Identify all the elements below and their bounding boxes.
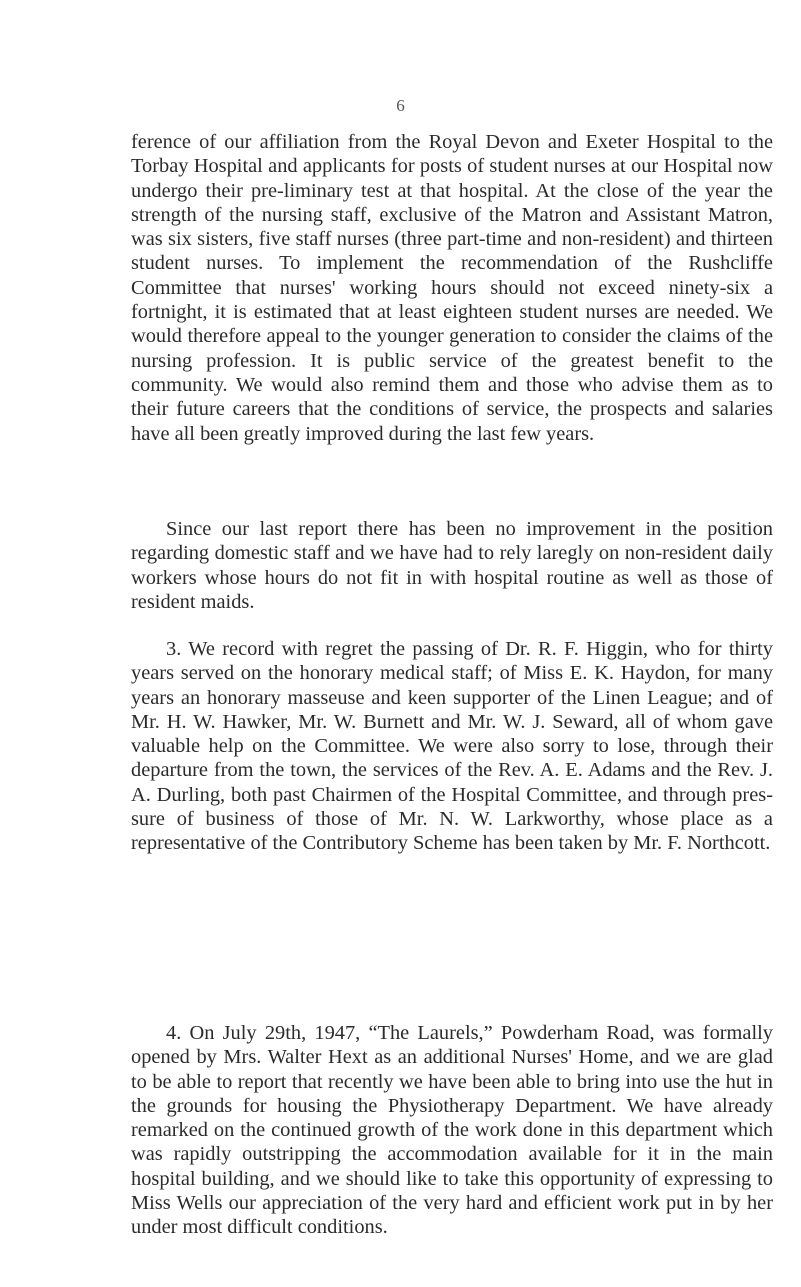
paragraph-domestic-staff — [131, 517, 773, 614]
paragraph-text: 4. On July 29th, 1947, “The Laurels,” Powderham Road, was formally opened by Mrs. Walter Hext as an additional Nurses' Home, and we are glad to be able to report that recently we have been able to bring into use the hut in the grounds for housing the Physiotherapy Department. We have already remarked on the continued growth of the work done in this department which was rapidly outstripping the accommodation available for it in the main hospital building, and we should like to take this opportunity of expressing to Miss Wells our appreciation of the very hard and efficient work put in by her under most difficult conditions. — [131, 1022, 773, 1239]
paragraph-section-4 — [131, 1021, 773, 1240]
page-number: 6 — [396, 96, 405, 115]
paragraph-section-3 — [131, 637, 773, 856]
paragraph-continuation — [131, 130, 773, 446]
paragraph-text: Since our last report there has been no improvement in the position regarding domestic staff and we have had to rely laregly on non-resident daily workers whose hours do not fit in with hospital routine as well as those of resident maids. — [131, 518, 773, 613]
paragraph-text: ference of our affiliation from the Royal Devon and Exeter Hospital to the Torbay Hospital and applicants for posts of student nurses at our Hospital now undergo their pre-liminary test at that hospital. At the close of the year the strength of the nursing staff, exclusive of the Matron and Assistant Matron, was six sisters, five staff nurses (three part-time and non-resident) and thirteen student nurses. To implement the recommendation of the Rushcliffe Committee that nurses' working hours should not exceed ninety-six a fortnight, it is estimated that at least eighteen student nurses are needed. We would therefore appeal to the younger generation to consider the claims of the nursing profession. It is public service of the greatest benefit to the community. We would also remind them and those who advise them as to their future careers that the conditions of service, the prospects and salaries have all been greatly improved during the last few years. — [131, 131, 773, 445]
paragraph-text: 3. We record with regret the passing of Dr. R. F. Higgin, who for thirty years served on the honorary medical staff; of Miss E. K. Haydon, for many years an honorary masseuse and keen supporter of the Linen League; and of Mr. H. W. Hawker, Mr. W. Burnett and Mr. W. J. Seward, all of whom gave valuable help on the Committee. We were also sorry to lose, through their departure from the town, the services of the Rev. A. E. Adams and the Rev. J. A. Durling, both past Chairmen of the Hospital Committee, and through pres-sure of business of those of Mr. N. W. Larkworthy, whose place as a representative of the Contributory Scheme has been taken by Mr. F. Northcott. — [131, 638, 773, 855]
